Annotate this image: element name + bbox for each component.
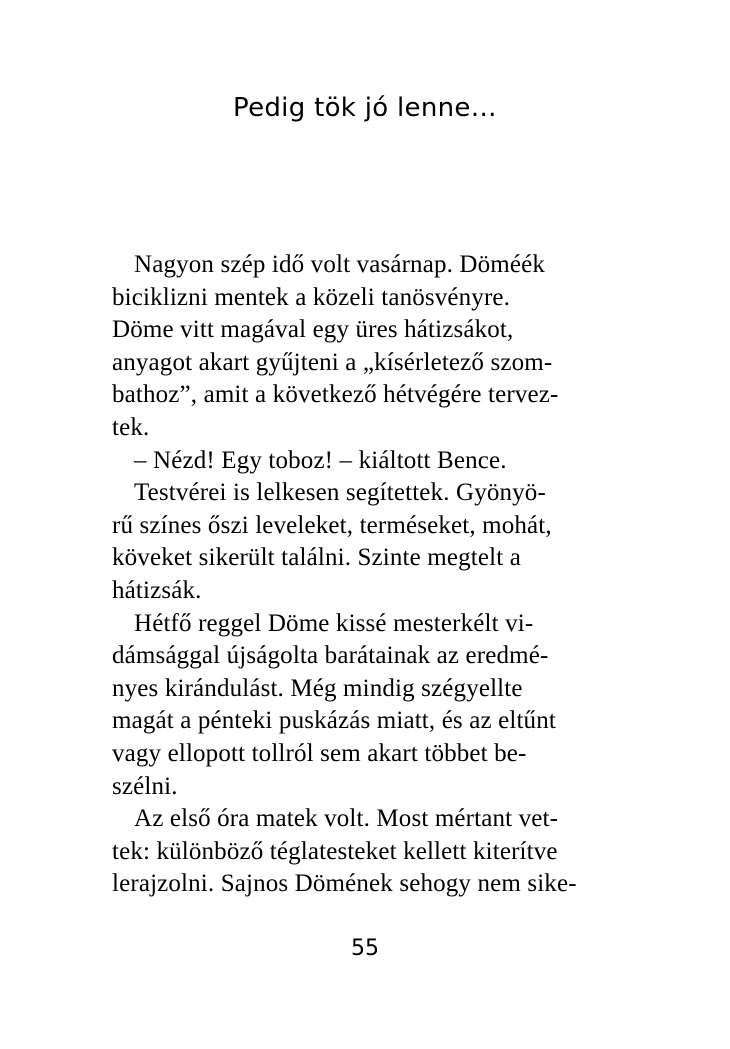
chapter-title: Pedig tök jó lenne…	[233, 93, 497, 123]
text-line: – Nézd! Egy toboz! – kiáltott Bence.	[134, 446, 507, 474]
text-line: anyagot akart gyűjteni a „kísérletező szom-	[112, 348, 553, 376]
text-line: rű színes őszi leveleket, terméseket, mohát,	[112, 511, 552, 539]
text-line: köveket sikerült találni. Szinte megtelt a	[112, 544, 521, 572]
text-line: Az első óra matek volt. Most mértant vet-	[134, 805, 559, 833]
text-line: biciklizni mentek a közeli tanösvényre.	[112, 283, 511, 311]
text-line: szélni.	[112, 772, 178, 800]
text-line: Testvérei is lelkesen segítettek. Gyönyö-	[134, 479, 546, 507]
page-number: 55	[351, 936, 379, 961]
body-text	[112, 249, 612, 901]
text-line: bathoz”, amit a következő hétvégére tervez-	[112, 381, 559, 409]
text-line: lerajzolni. Sajnos Dömének sehogy nem sike-	[112, 870, 577, 898]
text-line: nyes kirándulást. Még mindig szégyellte	[112, 674, 523, 702]
text-line: dámsággal újságolta barátainak az eredmé-	[112, 642, 549, 670]
text-line: tek.	[112, 413, 150, 441]
text-line: hátizsák.	[112, 576, 202, 604]
text-line: Döme vitt magával egy üres hátizsákot,	[112, 316, 514, 344]
text-line: magát a pénteki puskázás miatt, és az eltűnt	[112, 707, 556, 735]
text-line: vagy ellopott tollról sem akart többet be-	[112, 739, 527, 767]
text-line: tek: különböző téglatesteket kellett kiterítve	[112, 837, 558, 865]
text-line: Nagyon szép idő volt vasárnap. Döméék	[134, 251, 545, 278]
text-line: Hétfő reggel Döme kissé mesterkélt vi-	[134, 609, 534, 637]
